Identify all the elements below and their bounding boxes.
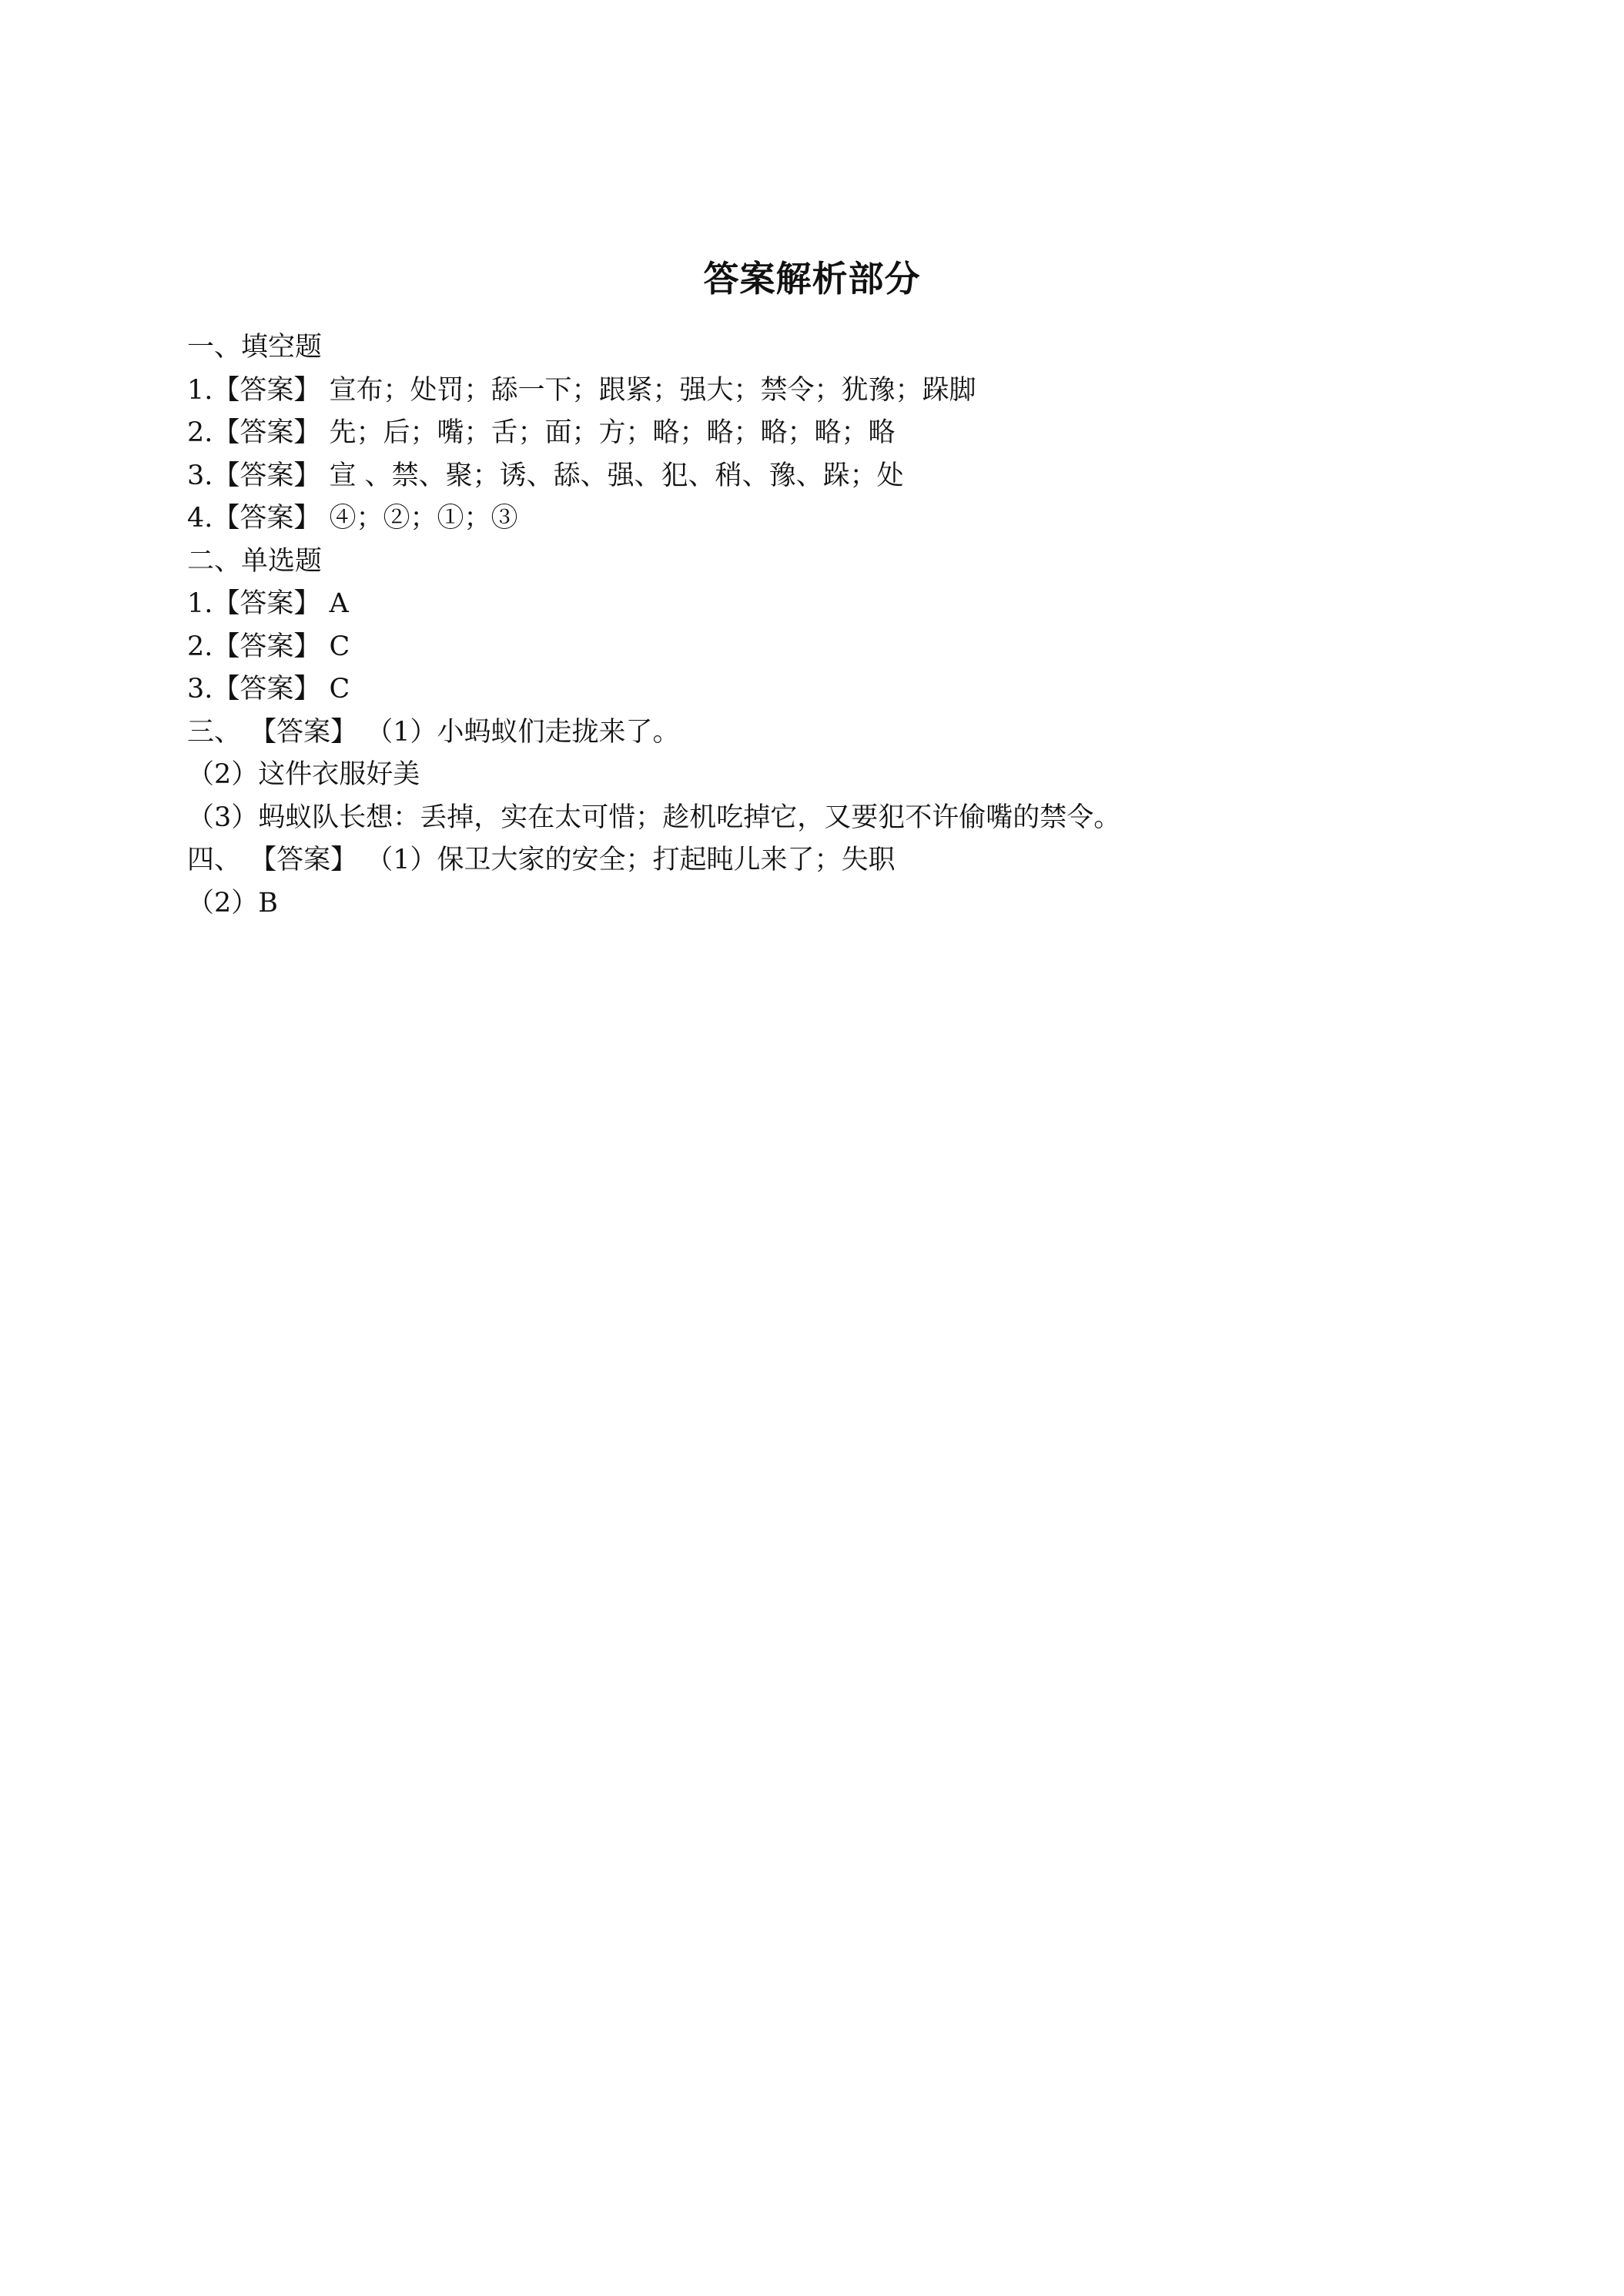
answer-line: （2）B — [187, 887, 278, 919]
answer-line: 2.【答案】 先；后；嘴；舌；面；方；略；略；略；略；略 — [187, 417, 896, 448]
section-heading-fill-blank: 一、填空题 — [187, 332, 323, 363]
answer-line: 1.【答案】 宣布；处罚；舔一下；跟紧；强大；禁令；犹豫；跺脚 — [187, 374, 976, 406]
answer-line: 2.【答案】 C — [187, 631, 350, 662]
answer-line: （3）蚂蚁队长想：丢掉，实在太可惜；趁机吃掉它，又要犯不许偷嘴的禁令。 — [187, 802, 1121, 833]
answer-list — [187, 326, 1458, 925]
answer-line: 3.【答案】 C — [187, 674, 350, 705]
section-heading-single-choice: 二、单选题 — [187, 545, 323, 577]
answer-line: 3.【答案】 宣 、禁、聚；诱、舔、强、犯、稍、豫、跺；处 — [187, 460, 904, 491]
page-title: 答案解析部分 — [703, 258, 921, 300]
answer-line: 4.【答案】 ④；②；①；③ — [187, 503, 518, 534]
section-four-answer: 四、 【答案】 （1）保卫大家的安全；打起盹儿来了；失职 — [187, 845, 896, 875]
answer-line: （2）这件衣服好美 — [187, 759, 420, 790]
section-three-answer: 三、 【答案】 （1）小蚂蚁们走拢来了。 — [187, 716, 680, 748]
answer-line: 1.【答案】 A — [187, 588, 349, 619]
